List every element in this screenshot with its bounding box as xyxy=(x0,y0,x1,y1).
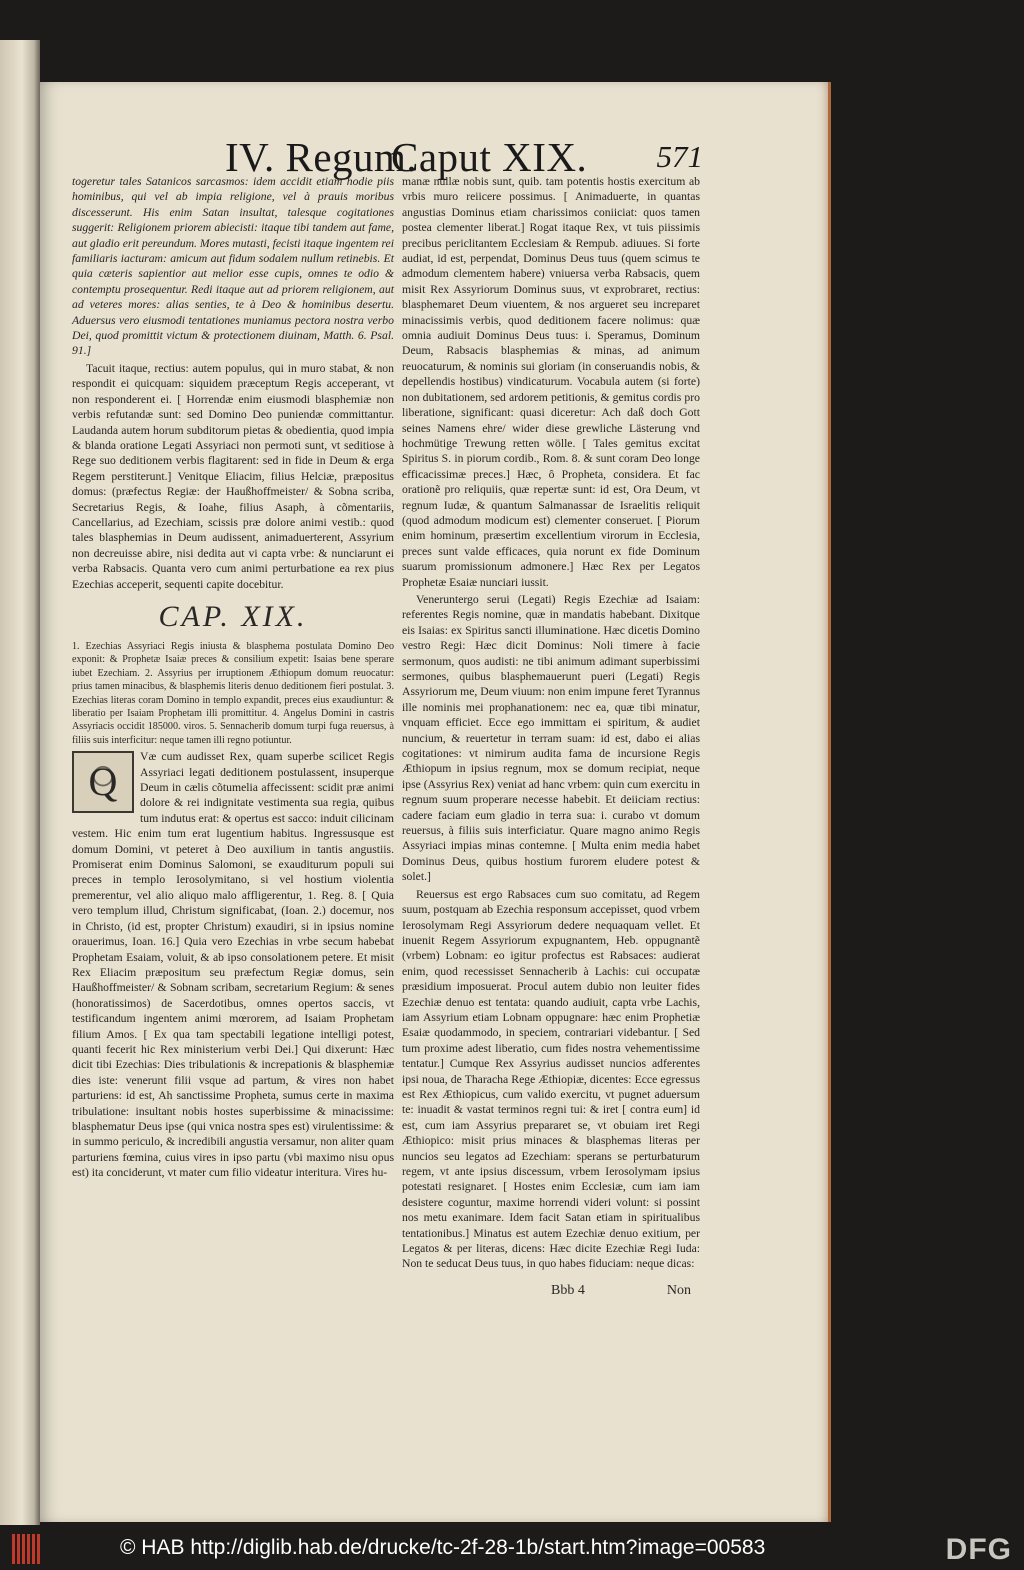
source-credit-link[interactable]: © HAB http://diglib.hab.de/drucke/tc-2f-28-1b/start.htm?image=00583 xyxy=(120,1536,766,1559)
right-column xyxy=(402,174,700,1274)
catchword-line xyxy=(551,1283,691,1303)
left-column xyxy=(72,174,394,1183)
chapter-heading: CAP. XIX. xyxy=(158,599,308,633)
hab-logo-icon xyxy=(12,1534,42,1564)
right-paragraph-1: manæ nullæ nobis sunt, quib. tam potentis hostis exercitum ab vrbis muro reiicere possimus. [ Animaduerte, in quantas angustias Dominus etiam charissimos coniiciat: quos tamen postea clementer liberat.] Rogat itaque Rex, vt tuis piissimis precibus periclitantem Ecclesiam & Rempub. adiuues. Si forte audiat, id est, perpendat, Dominus Deus tuus (quem scimus te admodum clementem habere) vniuersa verba Rabsacis, quem misit Rex Assyriorum Dominus suus, vt exprobraret, rectius: blasphemaret Deum viuentem, & nos argueret seu increparet minacissimis verbis, quod deditionem facere nolimus: quæ omnia audiuit Dominus Deus tuus: i. Speramus, Dominum Deum, Rabsacis blasphemias & minas, ad animum reuocaturum, & nominis sui gloriam (in conseruandis nobis, & depellendis hostibus) vindicaturum. Vocabula autem (si forte) non dubitationem, sed ardorem petitionis, & gemitus cordis pro liberatione, significant: quasi diceretur: Ach daß doch Gott seines Namens ehre/ wider diese grewliche Lästerung vnd hochmütige Trewung retten wölle. [ Tales gemitus excitat Spiritus S. in piorum cordib., Rom. 8. & sunt coram Deo longe efficacissimæ preces.] Hæc, ô Propheta, considera. Et fac orationẽ pro reliquiis, quæ repertæ sunt: id est, Ora Deum, vt regnum Iudæ, & quantum Salmanassar de Israelitis reliquit (quod admodum modicum est) clementer conseruet. [ Piorum enim hominum, præsertim excellentium virorum in Ecclesia, preces sunt valde efficaces, quia norunt ex fide Dominum suarum promissionum admonere.] Hæc Rex per Legatos Prophetæ Esaiæ nunciari iussit. xyxy=(402,175,700,589)
chapter-argument: 1. Ezechias Assyriaci Regis iniusta & blasphema postulata Domino Deo exponit: & Prophetæ Isaiæ preces & consilium expetit: Isaias bene sperare iubet Ezechiam. 2. Assyrius per irruptionem Æthiopum domum reuocatur: prius tamen minacibus, & blasphemis literis denuo deditionem fieri postulat. 3. Ezechias literas coram Domino in templo expandit, preces eius exaudiuntur: & liberatio per Isaiam Prophetam illi promittitur. 4. Angelus Domini in castris Assyriacis occidit 185000. viros. 5. Sennacherib domum turpi fuga reuersus, à filiis suis interficitur: neque tamen illi regno potiuntur. xyxy=(72,640,394,746)
header-chapter: Caput XIX. xyxy=(391,134,588,180)
previous-page-edge xyxy=(0,40,40,1525)
left-paragraph-2: Tacuit itaque, rectius: autem populus, qui in muro stabat, & non respondit ei quicquam: siquidem præceptum Regis acceperant, vt non responderent ei. [ Horrendæ enim eiusmodi blasphemiæ non verbis refutandæ sunt: sed Domino Deo puniendæ committantur. Laudanda autem horum subditorum pietas & obedientia, quod impia & blanda oratione Legati Assyriaci non permoti sunt, vt seditiose à Rege suo deditionem verbis flagitarent: sed in fide in Deum & erga Regem perstiterunt.] Venitque Eliacim, filius Helciæ, præpositus domus: (præfectus Regiæ: der Haußhoffmeister/ & Sobna scriba, Secretarius Regis, & Ioahe, filius Asaph, à cõmentariis, Cancellarius, ad Ezechiam, scissis præ dolore animi vestib.: quod tales blasphemias in Deum audissent, animaduerterent, Assyrium non decreuisse abire, nisi dedita aut vi capta vrbe: & nunciarunt ei verba Rabsacis. Quanta vero cum animi perturbatione ea rex pius Ezechias acceperit, sequenti capite docebitur. xyxy=(72,361,394,591)
dfg-logo: DFG xyxy=(945,1533,1012,1566)
decorated-initial-icon: Q xyxy=(72,751,134,813)
right-paragraph-3: Reuersus est ergo Rabsaces cum suo comitatu, ad Regem suum, postquam ab Ezechia responsum accepisset, quod vrbem Ierosolymam Regi Assyriorum dedere nequaquam vellet. Et inuenit Regem Assyriorum expugnantem, Heb. oppugnantẽ (vrbem) Lobnam: eo igitur profectus est Rabsaces: audierat enim, quod recessisset Sennacherib à Lachis: cui occupatæ præsidium imposuerat. Procul autem dubio non leuiter fides Ezechiæ denuo est tentata: quando audiuit, capta vrbe Lachis, iam Assyrium etiam Lobnam oppugnare: hæc enim Prophetiæ Esaiæ quodammodo, in speciem, contrariari videbantur. [ Sed tum proxime adest liberatio, cum fides nostra vehementissime tentatur.] Cumque Rex Assyrius audisset nuncios adferentes ipsi noua, de Tharacha Rege Æthiopiæ, dicentes: Ecce egressus est Rex Æthiopicus, cum valido exercitu, vt pugnet aduersum te: inuadit & vastat terminos regni tui: & iret [ contra eum] id est, cum iam Assyrius prepararet se, vt obuiam iret Regi Æthiopico: misit prius minaces & blasphemas literas per nuncios seu legatos ad Ezechiam: sperans se perturbaturum regem, vt ante ipsius discessum, vrbem Ierosolymam ipsius potestati resignaret. [ Hostes enim Ecclesiæ, cum iam iam desistere coguntur, maxime horrendi videri volunt: si possint nos metu exanimare. Idem facit Satan etiam in spiritualibus tentationibus.] Minatus est autem Ezechiæ denuo exitium, per Legatos & per literas, dicens: Hæc dicite Ezechiæ Regi Iuda: Non te seducat Deus tuus, in quo habes fiduciam: neque dicas: xyxy=(402,887,700,1271)
catchword: Non xyxy=(666,1283,691,1298)
viewer-footer xyxy=(0,1528,1024,1570)
left-paragraph-1: togeretur tales Satanicos sarcasmos: idem accidit etiam hodie piis hominibus, qui vel ab impia religione, vel à prauis moribus discesserunt. His enim Satan insultat, talesque cogitationes suggerit: Religionem priorem abiecisti: itaque tibi tandem aut fame, aut gladio erit pereundum. Mores mutasti, fecisti itaque ingentem rei familiaris iacturam: amicum aut fidum sodalem nullum retinebis. Et quia cæteris sapientior aut melior esse cupis, omnes te odio & contemptu prosequentur. Redi itaque aut ad priorem religionem, aut ad veteres mores: alias senties, te à Deo & hominibus desertu. Aduersus vero eiusmodi tentationes muniamus pectora nostra verbo Dei, quod promittit victum & protectionem diuinam, Matth. 6. Psal. 91.] xyxy=(72,175,394,358)
right-paragraph-2: Veneruntergo serui (Legati) Regis Ezechiæ ad Isaiam: referentes Regis nomine, quæ in mandatis habebant. Dixitque eis Isaias: ex Spiritus sancti illuminatione. Hæc dicetis Domino vestro Regi: Hæc dicit Dominus: Noli timere à facie sermonum, quos audisti: ne tibi animum adimant superbissimi sermones, quibus blasphemauerunt pueri (Legati) Regis Assyriorum me, Deum viuum: non enim impune feret Tyrannus ille nominis mei prophanationem: nec ea, quæ tibi minatur, vnquam efficiet. Ecce ego immittam ei spiritum, & audiet nuncium, & reuertetur in terram suam: id est, dabo ei alias cogitationes: vt nimirum audita fama de incursione Regis Æthiopum in ipsius regnum, mox se domum recipiat, neque ipse (Assyrius Rex) veniat ad hanc vrbem: quin cum exercitu in regnum suum properare necesse habebit. Et deiiciam rectius: cadere faciam eum gladio in terra sua: i. curabo vt domum reuersus, à filiis suis interficiatur. Quare magno animo Regis Assyriaci impias minas contemne. [ Multa enim media habet Dominus Deus, quibus hostium furorem eludere potest & solet.] xyxy=(402,592,700,884)
header-book-title: IV. Regum. xyxy=(225,134,418,180)
left-paragraph-3-text: Væ cum audisset Rex, quam superbe scilicet Regis Assyriaci legati deditionem postulassent, insuperque Deum in cælis cõtumelia affecissent: scidit præ animi dolore & rei indignitate vestimenta sua regia, quibus tum indutus erat: & opertus est sacco: induit cilicinam vestem. Hic enim tum erat lugentium habitus. Ingressusque est domum Domini, vt peteret à Deo auxilium in tantis angustiis. Promiserat enim Dominus Salomoni, se exauditurum populi sui preces in templo Ierosolymitano, si vel hostium violentia premerentur, vel alio aliquo malo affligerentur, 1. Reg. 8. [ Quia vero templum illud, Christum significabat, (Ioan. 2.) docemur, nos in Christo, (id est, propter Christum) exaudiri, si in ipsius nomine orauerimus, Ioan. 16.] Quia vero Ezechias in vrbe secum habebat Prophetam Esaiam, voluit, & ab ipso consolationem petere. Et misit Rex Eliacim præpositum seu præfectum Regiæ domus, sein Haußhoffmeister/ & Sobnam scribam, secretarium Regium: & senes (honoratissimos) de Sacerdotibus, omnes opertos saccis, vt testificandum ingentem animi mœrorem, ad Isaiam Prophetam filium Amos. [ Ex qua tam spectabili legatione intelligi potest, quanti fecerit hic Rex ministerium verbi Dei.] Qui dixerunt: Hæc dicit tibi Ezechias: Dies tribulationis & increpationis & blasphemiæ dies iste: venerunt filii vsque ad partum, & vires non habet parturiens: id est, Ah sanctissime Propheta, sumus certe in maxima tribulatione: insultant nobis hostes superbissime & minacissime: blasphematur Deus ipse (qui vnica nostra spes est) virulentissime: & in summo periculo, & incredibili angustia versamur, non aliter quam parturiens fœmina, cuius vires in ipso partu (vbi maximo nisu opus est) ita conciderunt, vt mater cum filio videatur interitura. Vires hu- xyxy=(72,750,394,1180)
left-paragraph-3 xyxy=(72,749,394,1180)
page-number: 571 xyxy=(656,139,703,174)
signature-mark: Bbb 4 xyxy=(551,1283,585,1298)
